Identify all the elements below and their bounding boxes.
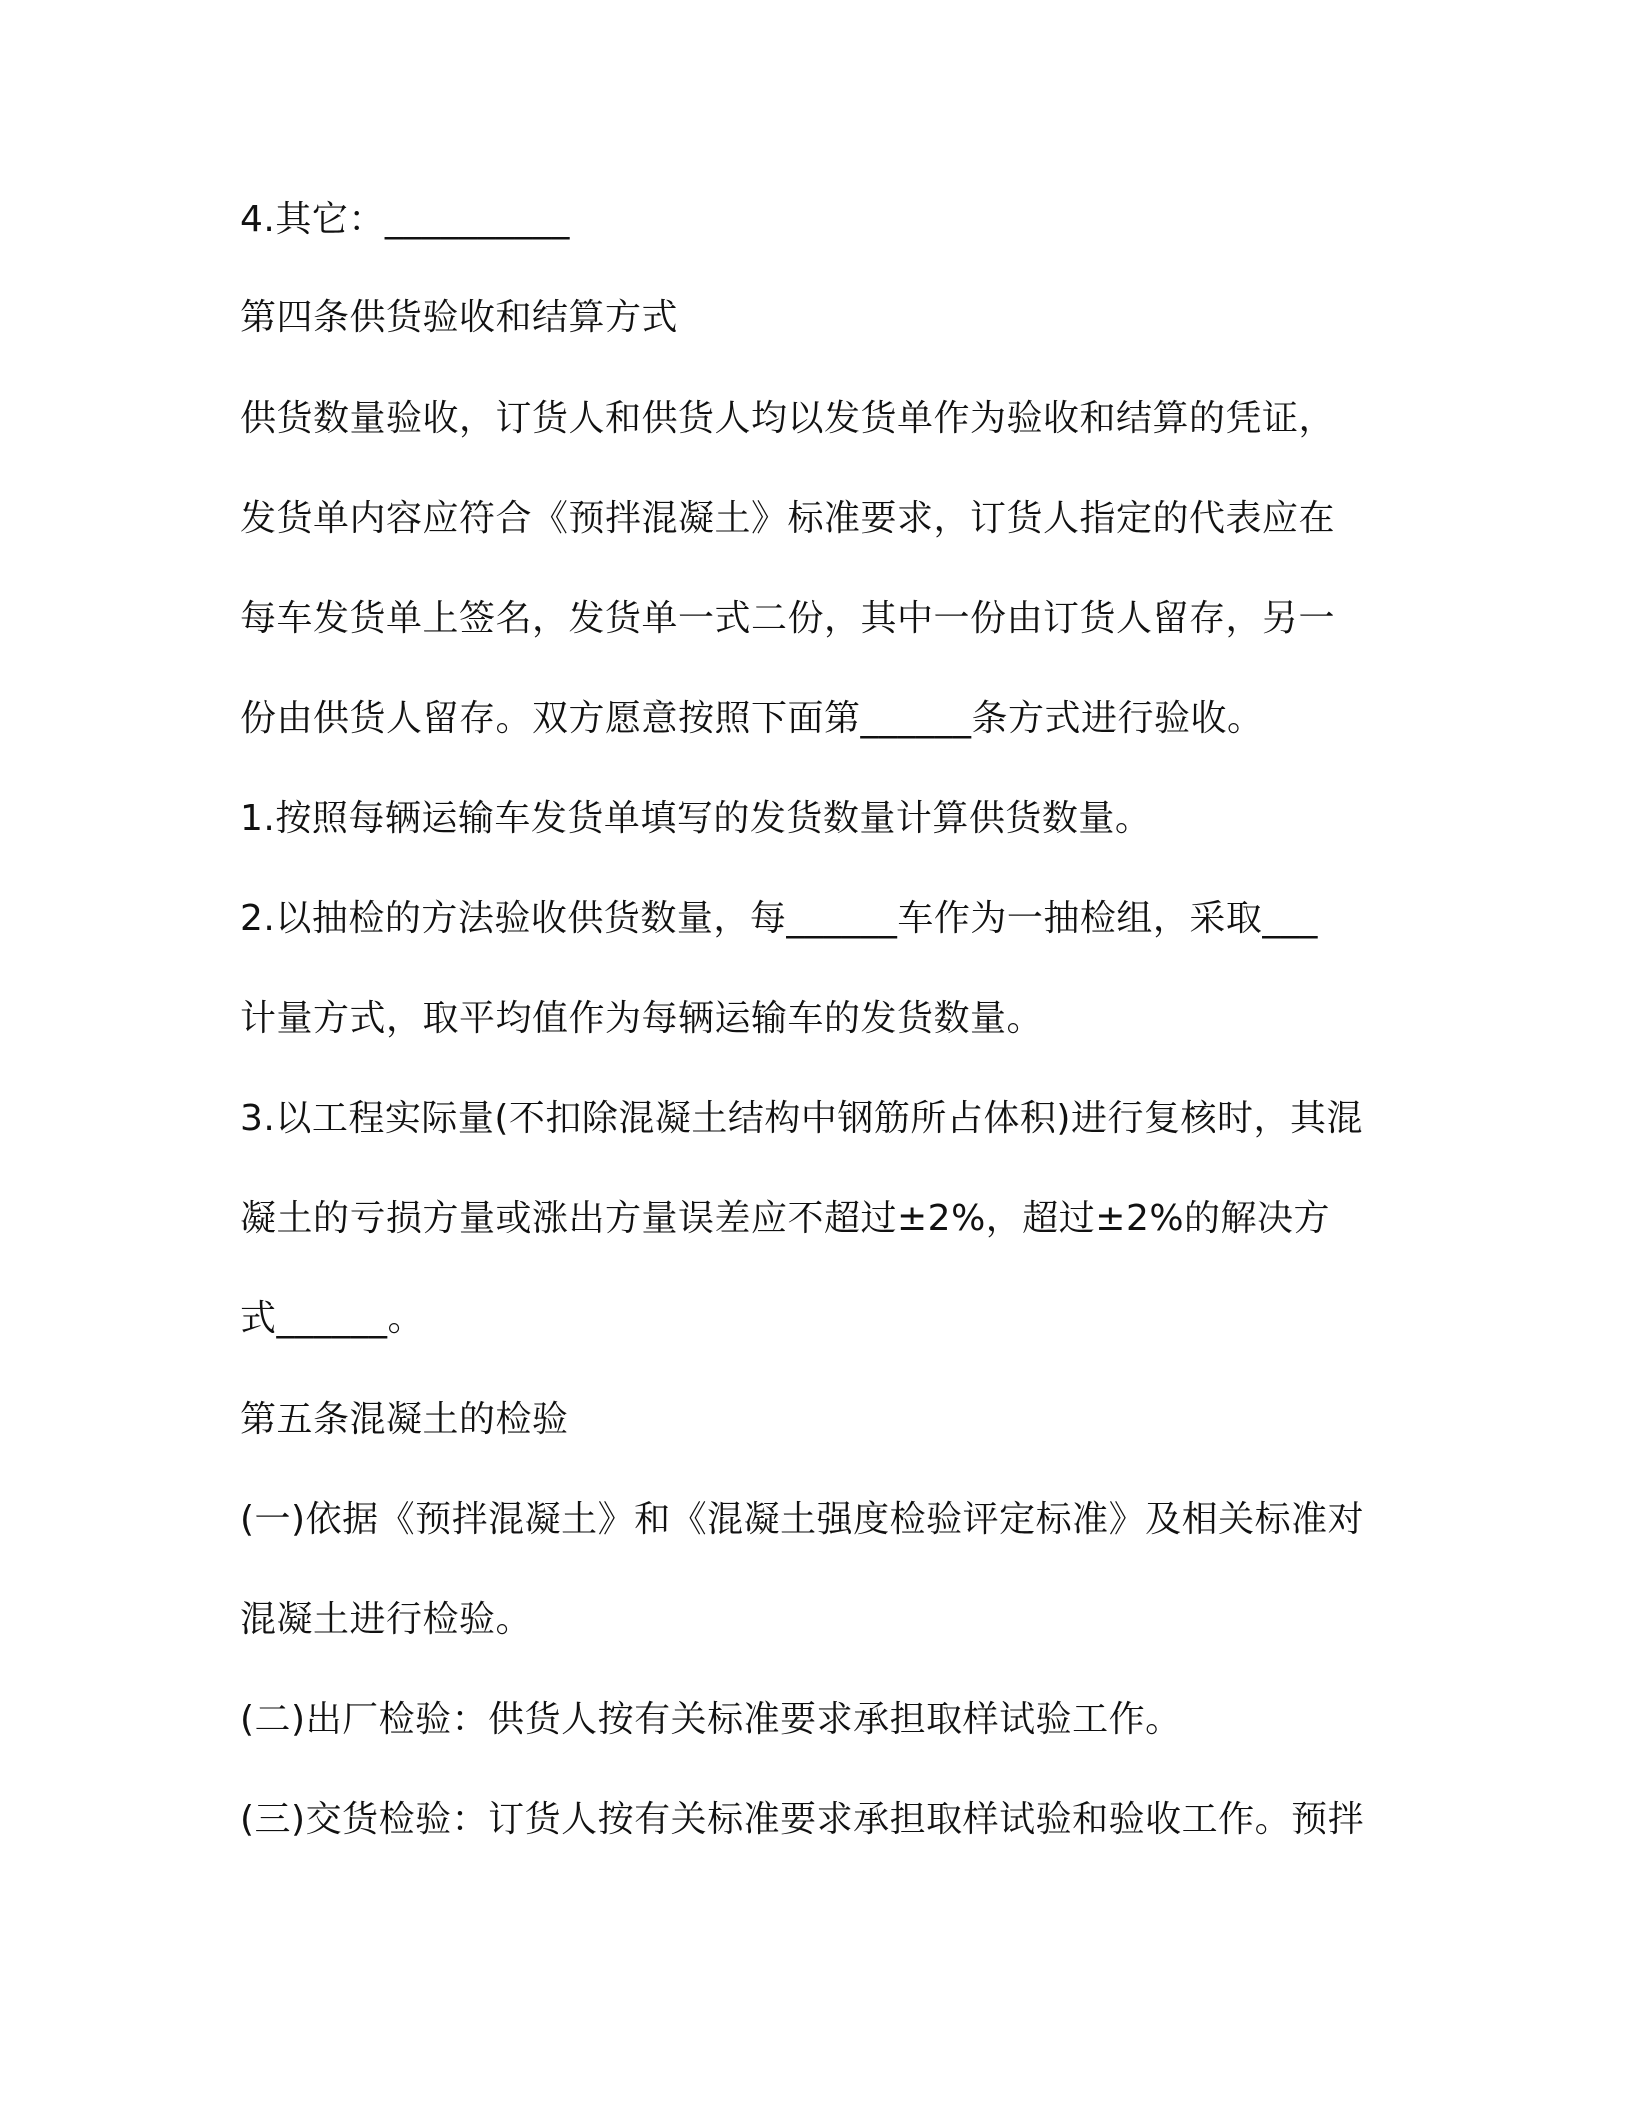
paragraph-line: 混凝土进行检验。 (240, 1599, 533, 1640)
section-heading-4: 第四条供货验收和结算方式 (240, 297, 679, 338)
paragraph-line: 计量方式，取平均值作为每辆运输车的发货数量。 (240, 998, 1044, 1039)
list-item-iii: (三)交货检验：订货人按有关标准要求承担取样试验和验收工作。预拌 (240, 1799, 1365, 1840)
paragraph-line: 式______。 (240, 1298, 425, 1339)
paragraph-line: 发货单内容应符合《预拌混凝土》标准要求，订货人指定的代表应在 (240, 498, 1336, 539)
list-item-ii: (二)出厂检验：供货人按有关标准要求承担取样试验工作。 (240, 1699, 1182, 1740)
paragraph-line: 每车发货单上签名，发货单一式二份，其中一份由订货人留存，另一 (240, 598, 1336, 639)
paragraph-line: 凝土的亏损方量或涨出方量误差应不超过±2%，超过±2%的解决方 (240, 1198, 1331, 1239)
paragraph-line: 份由供货人留存。双方愿意按照下面第______条方式进行验收。 (240, 698, 1264, 739)
list-item-2: 2.以抽检的方法验收供货数量，每______车作为一抽检组，采取___ (240, 898, 1318, 939)
clause-other: 4.其它：__________ (240, 199, 570, 240)
list-item-i: (一)依据《预拌混凝土》和《混凝土强度检验评定标准》及相关标准对 (240, 1499, 1365, 1540)
paragraph-line: 供货数量验收，订货人和供货人均以发货单作为验收和结算的凭证， (240, 398, 1336, 439)
list-item-1: 1.按照每辆运输车发货单填写的发货数量计算供货数量。 (240, 798, 1152, 839)
list-item-3: 3.以工程实际量(不扣除混凝土结构中钢筋所占体积)进行复核时，其混 (240, 1098, 1363, 1139)
section-heading-5: 第五条混凝土的检验 (240, 1399, 569, 1440)
